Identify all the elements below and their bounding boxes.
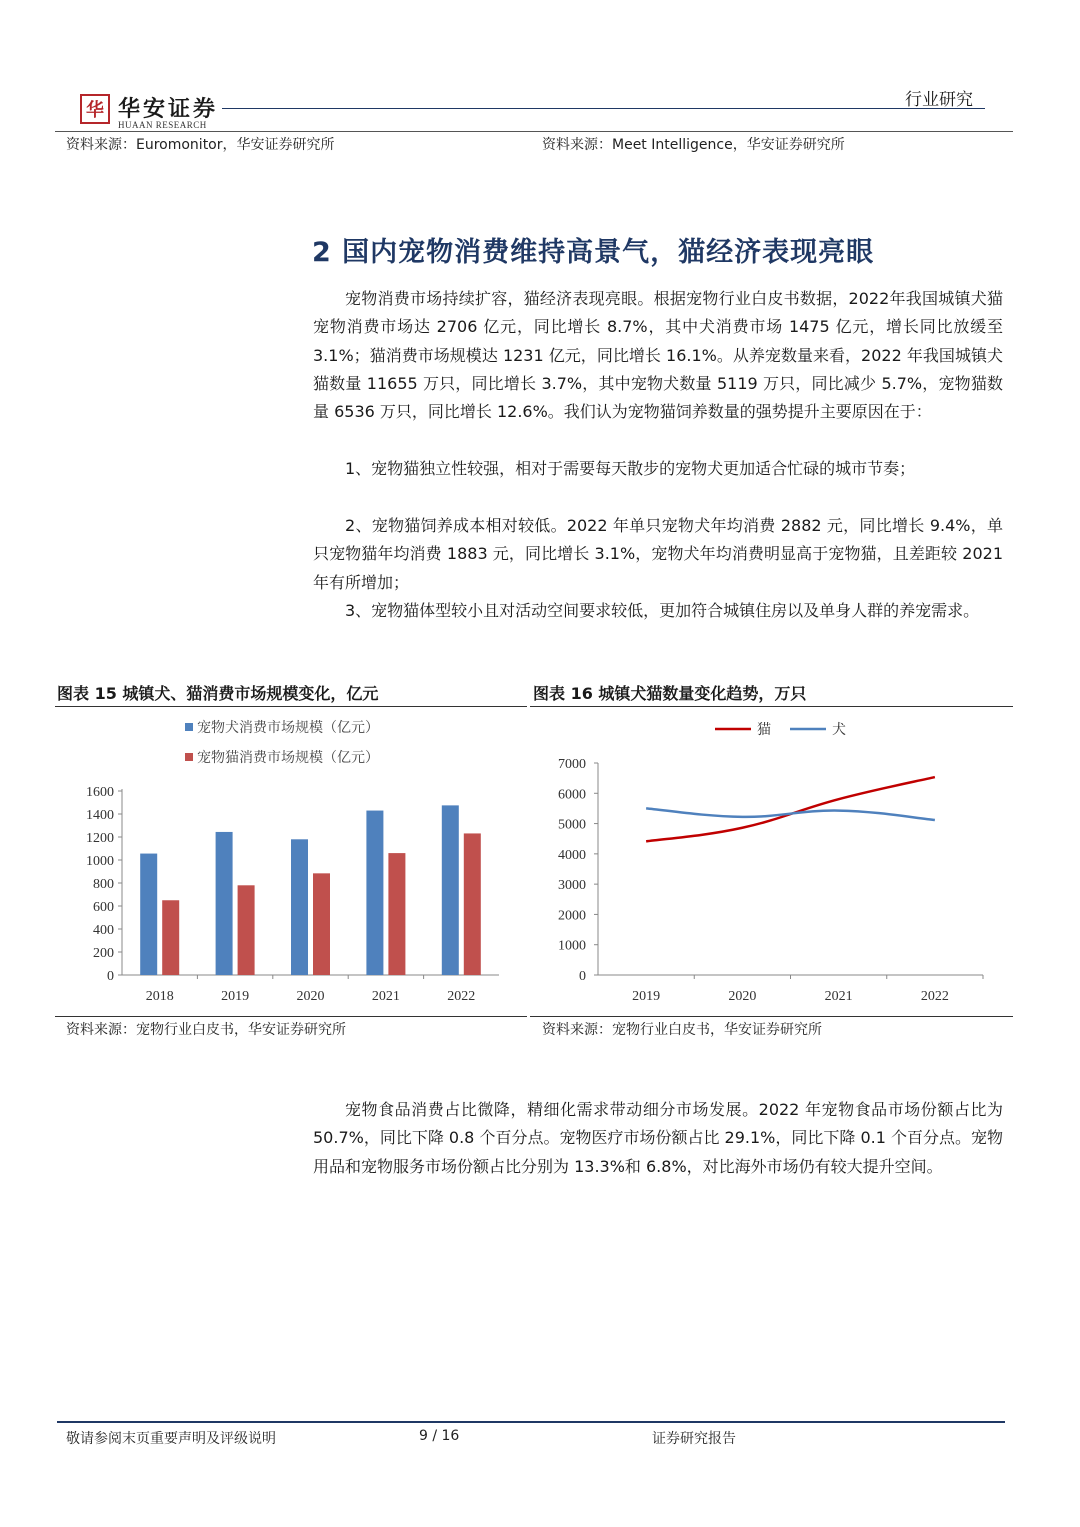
prev-source-left: 资料来源：Euromonitor，华安证券研究所 — [66, 137, 335, 153]
y-tick-label: 6000 — [558, 787, 586, 803]
y-tick-label: 2000 — [558, 908, 586, 924]
x-tick-label: 2021 — [824, 989, 853, 1004]
y-tick-label: 0 — [107, 969, 114, 984]
y-tick-label: 1600 — [86, 785, 114, 800]
legend-label-0: 宠物犬消费市场规模（亿元） — [197, 721, 379, 736]
footer-disclaimer: 敬请参阅末页重要声明及评级说明 — [66, 1431, 276, 1447]
x-tick-label: 2020 — [728, 989, 757, 1004]
chart15-title: 图表 15 城镇犬、猫消费市场规模变化，亿元 — [57, 684, 379, 703]
bar-dog-2018 — [140, 854, 157, 975]
page-number: 9 / 16 — [419, 1428, 460, 1444]
footer-report-type: 证券研究报告 — [652, 1431, 736, 1447]
y-tick-label: 5000 — [558, 817, 586, 833]
prev-source-right: 资料来源：Meet Intelligence，华安证券研究所 — [542, 137, 845, 153]
logo-subtitle: HUAAN RESEARCH — [118, 120, 207, 130]
y-tick-label: 600 — [93, 900, 114, 915]
y-tick-label: 800 — [93, 877, 114, 892]
logo-name: 华安证券 — [118, 96, 219, 122]
header-rule — [222, 108, 985, 109]
section-heading: 2 国内宠物消费维持高景气，猫经济表现亮眼 — [312, 237, 875, 268]
x-tick-label: 2019 — [221, 989, 250, 1004]
x-tick-label: 2018 — [145, 989, 174, 1004]
legend-label-1: 宠物猫消费市场规模（亿元） — [197, 751, 379, 766]
legend-swatch-1 — [185, 753, 193, 761]
x-tick-label: 2020 — [296, 989, 325, 1004]
paragraph-reason-2: 2、宠物猫饲养成本相对较低。2022 年单只宠物犬年均消费 2882 元，同比增长 9.4%，单只宠物猫年均消费 1883 元，同比增长 3.1%，宠物犬年均消费明显高于宠物猫，且差距较 2021 年有所增加； — [313, 516, 1003, 592]
y-tick-label: 4000 — [558, 847, 586, 863]
legend-label-0: 猫 — [757, 723, 771, 738]
paragraph-market-growth: 宠物消费市场持续扩容，猫经济表现亮眼。根据宠物行业白皮书数据，2022年我国城镇犬猫宠物消费市场达 2706 亿元，同比增长 8.7%，其中犬消费市场 1475 亿元，增长同比放缓至 3.1%；猫消费市场规模达 1231 亿元，同比增长 16.1%。从养宠数量来看，2022 年我国城镇犬猫数量 11655 万只，同比增长 3.7%，其中宠物犬数量 5119 万只，同比减少 5.7%，宠物猫数量 6536 万只，同比增长 12.6%。我们认为宠物猫饲养数量的强势提升主要原因在于： — [313, 289, 1003, 422]
y-tick-label: 1200 — [86, 831, 114, 846]
logo-icon: 华 — [80, 94, 110, 124]
chart15-bottom-rule — [55, 1016, 527, 1017]
x-tick-label: 2019 — [632, 989, 661, 1004]
y-tick-label: 1000 — [558, 938, 586, 954]
bar-cat-2022 — [464, 833, 481, 975]
series-line-cat — [646, 777, 935, 841]
y-tick-label: 400 — [93, 923, 114, 938]
bar-cat-2021 — [388, 853, 405, 975]
y-tick-label: 1400 — [86, 808, 114, 823]
paragraph-reason-3: 3、宠物猫体型较小且对活动空间要求较低，更加符合城镇住房以及单身人群的养宠需求。 — [345, 601, 980, 620]
line-chart — [530, 707, 1013, 1015]
footer-rule — [57, 1421, 1005, 1423]
paragraph-food-share: 宠物食品消费占比微降，精细化需求带动细分市场发展。2022 年宠物食品市场份额占比为 50.7%，同比下降 0.8 个百分点。宠物医疗市场份额占比 29.1%，同比下降 0.1 个百分点。宠物用品和宠物服务市场份额占比分别为 13.3%和 6.8%，对比海外市场仍有较大提升空间。 — [313, 1100, 1003, 1176]
series-line-dog — [646, 808, 935, 820]
y-tick-label: 1000 — [86, 854, 114, 869]
paragraph-reason-1: 1、宠物猫独立性较强，相对于需要每天散步的宠物犬更加适合忙碌的城市节奏； — [345, 459, 916, 478]
x-tick-label: 2021 — [371, 989, 400, 1004]
y-tick-label: 3000 — [558, 878, 586, 894]
chart16-bottom-rule — [530, 1016, 1013, 1017]
prev-chart-rule — [55, 131, 1013, 132]
bar-chart — [55, 707, 527, 1015]
y-tick-label: 7000 — [558, 757, 586, 772]
x-tick-label: 2022 — [447, 989, 476, 1004]
y-tick-label: 0 — [579, 969, 586, 984]
chart15-source: 资料来源：宠物行业白皮书，华安证券研究所 — [66, 1022, 346, 1038]
chart16-title: 图表 16 城镇犬猫数量变化趋势，万只 — [533, 684, 807, 703]
bar-dog-2021 — [366, 811, 383, 975]
chart16-source: 资料来源：宠物行业白皮书，华安证券研究所 — [542, 1022, 822, 1038]
bar-dog-2020 — [291, 839, 308, 975]
bar-cat-2019 — [238, 885, 255, 975]
x-tick-label: 2022 — [920, 989, 949, 1004]
y-tick-label: 200 — [93, 946, 114, 961]
bar-dog-2019 — [216, 832, 233, 975]
legend-swatch-0 — [185, 723, 193, 731]
bar-cat-2018 — [162, 900, 179, 975]
bar-cat-2020 — [313, 873, 330, 975]
bar-dog-2022 — [442, 805, 459, 975]
legend-label-1: 犬 — [832, 723, 846, 738]
section-tag: 行业研究 — [905, 90, 973, 110]
